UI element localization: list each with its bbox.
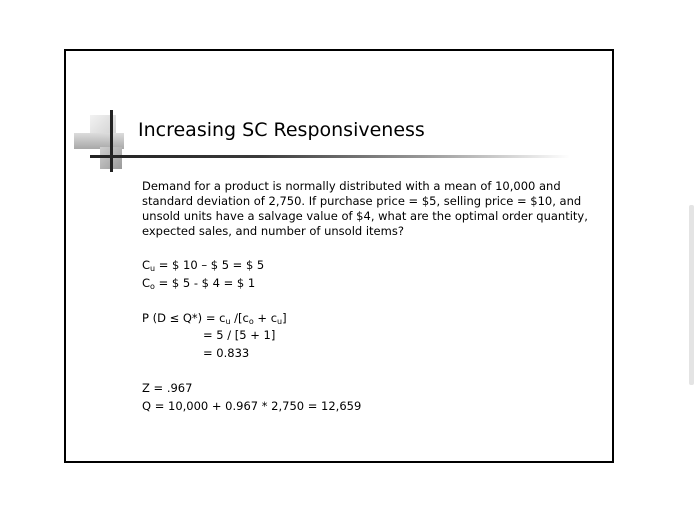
prob-sub-u1: u <box>225 317 231 326</box>
prob-mid2: + c <box>253 311 278 325</box>
order-quantity-equation: Q = 10,000 + 0.967 * 2,750 = 12,659 <box>142 399 362 413</box>
prob-sub-o: o <box>248 317 254 326</box>
z-value: Z = .967 <box>142 381 193 395</box>
slide-title: Increasing SC Responsiveness <box>138 119 425 141</box>
overage-cost-equation <box>142 276 255 291</box>
prob-lhs: P (D ≤ Q*) = c <box>142 311 226 325</box>
co-rhs: = $ 5 - $ 4 = $ 1 <box>154 276 256 290</box>
co-subscript: o <box>150 282 155 291</box>
probability-result: = 0.833 <box>203 346 250 360</box>
title-underline <box>90 155 570 158</box>
prob-sub-u2: u <box>277 317 283 326</box>
cu-var: C <box>142 258 151 272</box>
prob-mid1: /[c <box>230 311 249 325</box>
underage-cost-equation <box>142 258 264 273</box>
problem-statement: Demand for a product is normally distributed with a mean of 10,000 and standard deviation of 2,750. If purchase price = $5, selling price = $10, and unsold units have a salvage value of $4, what are the optimal order quantity, expected sales, and number of unsold items? <box>142 179 588 238</box>
cu-rhs: = $ 10 – $ 5 = $ 5 <box>155 258 265 272</box>
slide <box>64 49 614 463</box>
cu-subscript: u <box>150 264 156 273</box>
co-var: C <box>142 276 151 290</box>
vertical-scrollbar[interactable] <box>689 205 694 385</box>
probability-equation <box>142 311 287 326</box>
decoration-vertical-line <box>110 110 113 172</box>
probability-step-2: = 5 / [5 + 1] <box>203 328 276 342</box>
prob-end: ] <box>282 311 287 325</box>
